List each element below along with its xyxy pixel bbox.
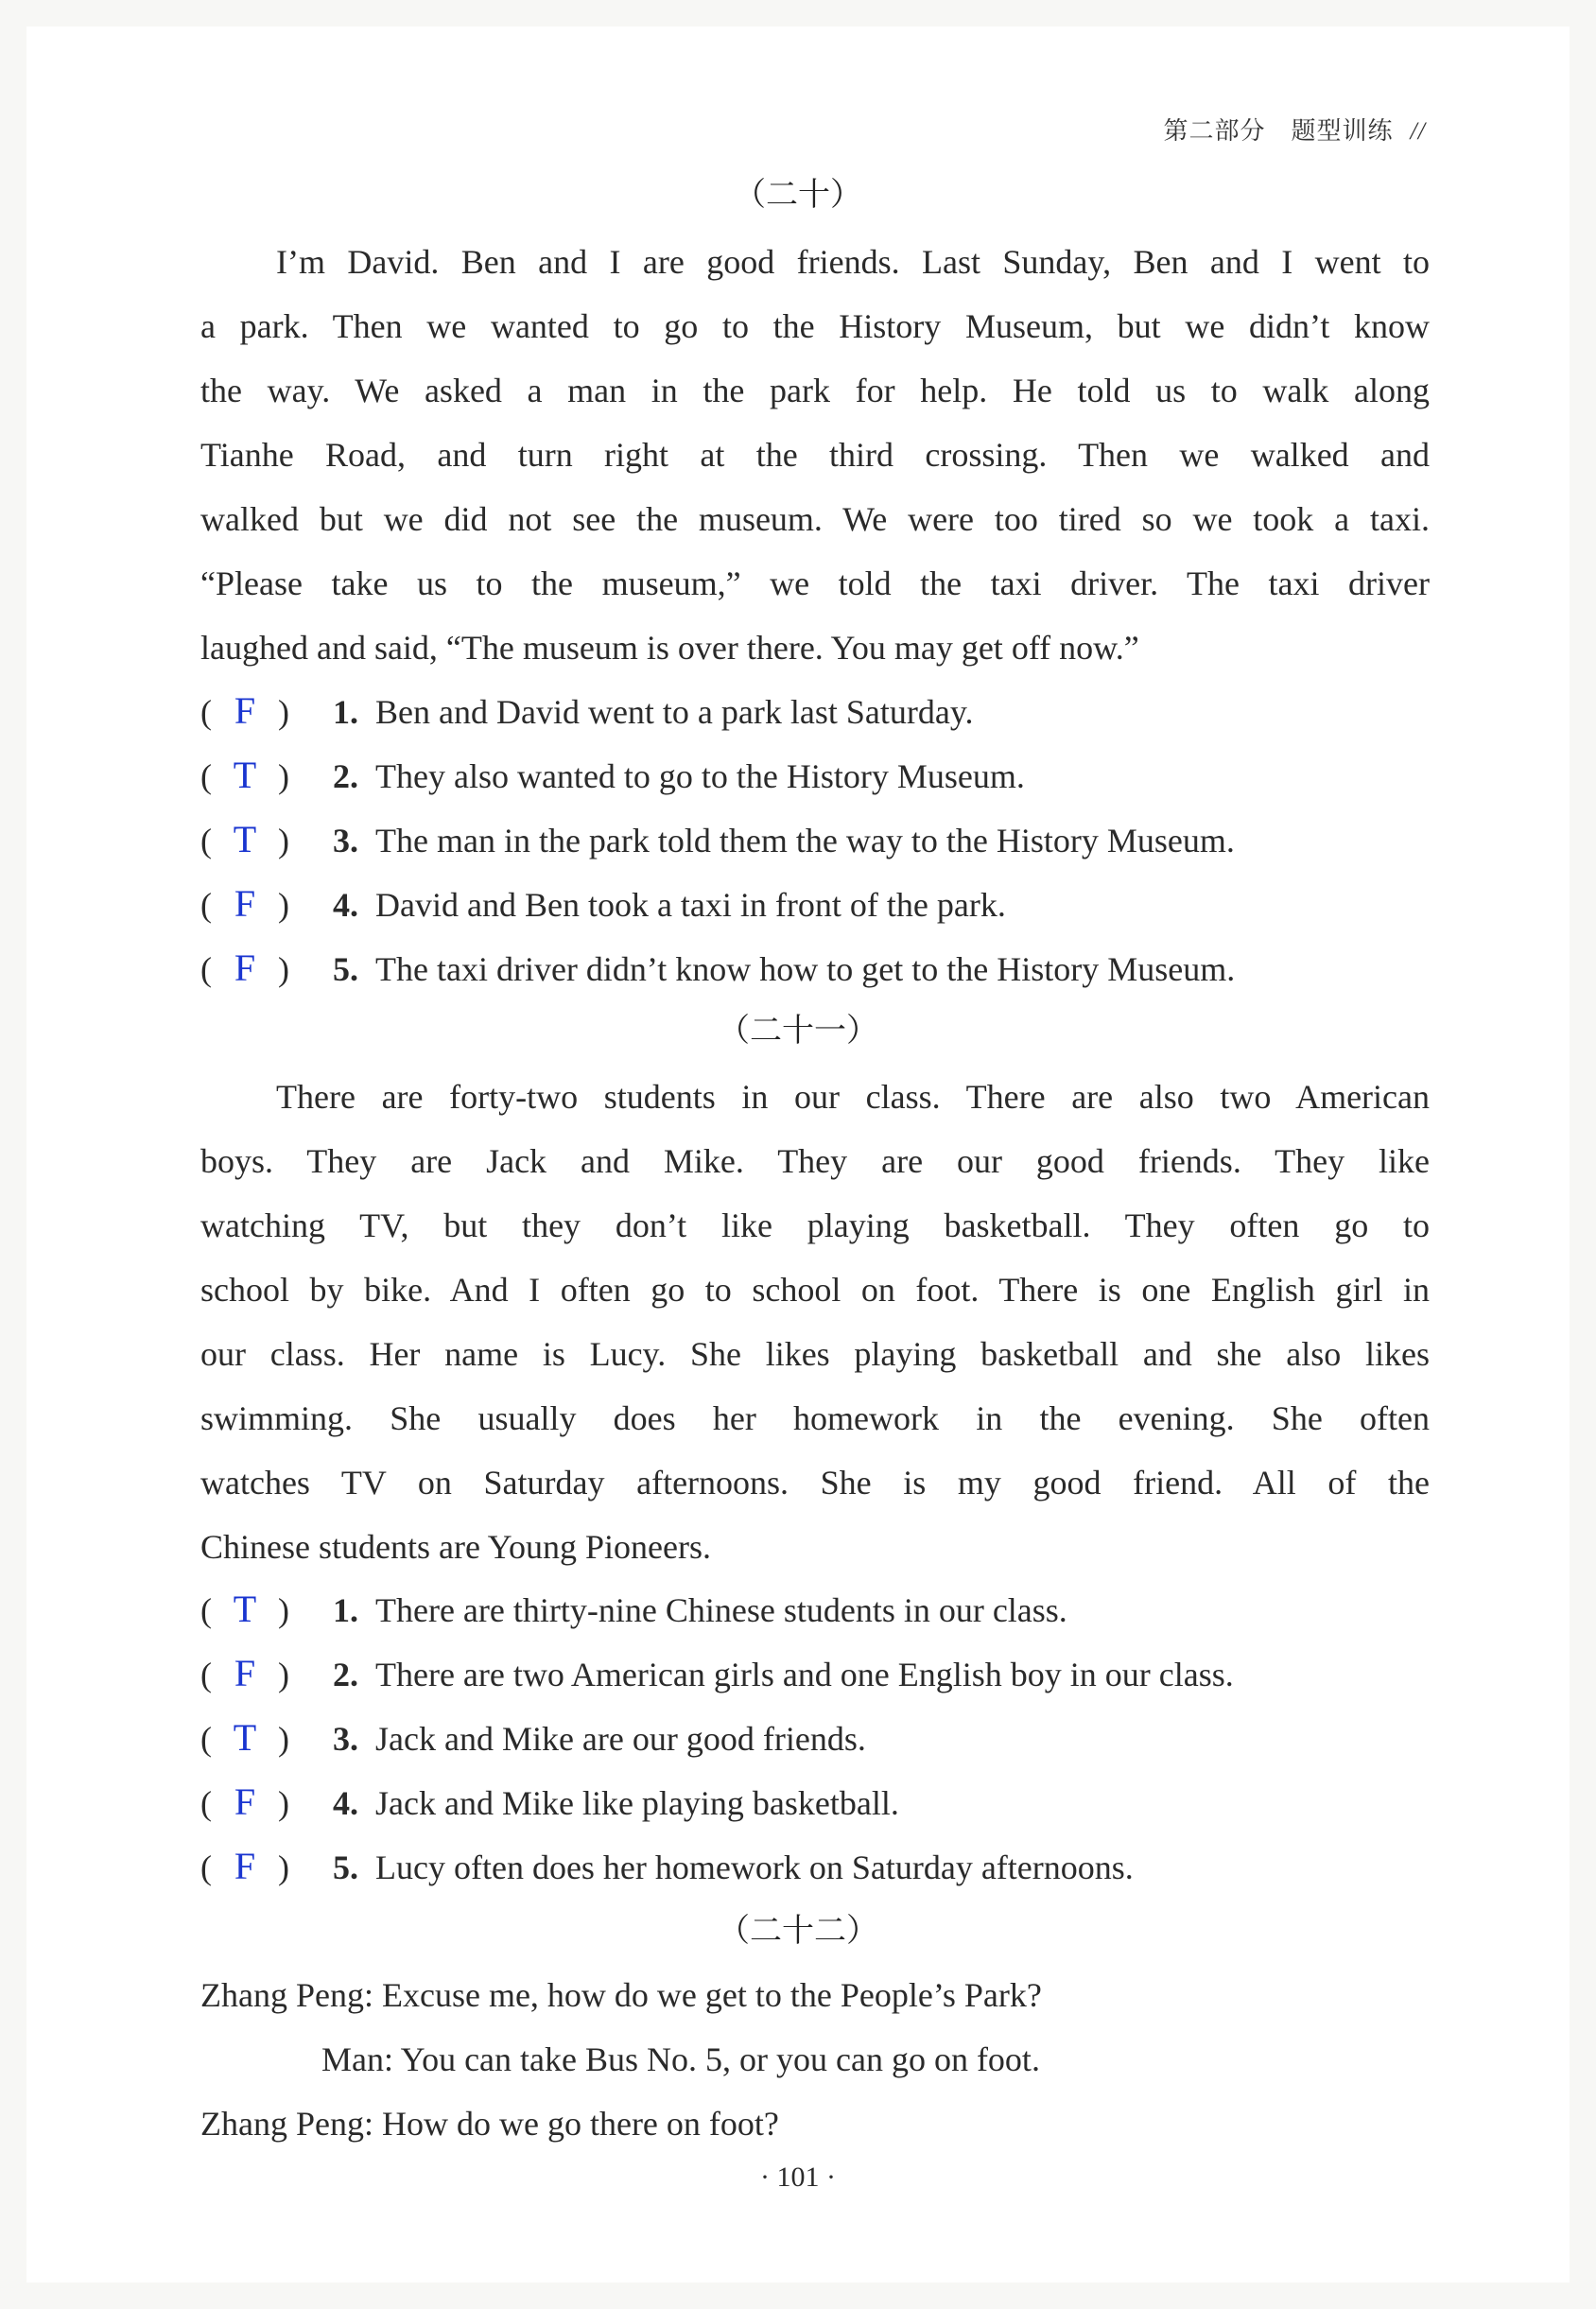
question-21-2 bbox=[200, 1641, 1234, 1706]
question-number: 5. bbox=[333, 950, 358, 988]
question-number: 3. bbox=[333, 1720, 358, 1758]
question-text: The man in the park told them the way to the History Museum. bbox=[375, 822, 1235, 859]
question-21-5 bbox=[200, 1834, 1134, 1899]
dialog-line bbox=[321, 2027, 1040, 2092]
answer-paren: ( F ) bbox=[200, 679, 333, 744]
passage-line: watches TV on Saturday afternoons. She is my good friend. All of the bbox=[200, 1464, 1430, 1502]
running-head bbox=[1164, 112, 1426, 147]
passage-line: Chinese students are Young Pioneers. bbox=[200, 1528, 711, 1566]
section-title-21: （二十一） bbox=[718, 1012, 878, 1050]
question-text: There are two American girls and one English boy in our class. bbox=[375, 1656, 1234, 1693]
question-text: The taxi driver didn’t know how to get to the History Museum. bbox=[375, 950, 1236, 988]
answer-paren: ( T ) bbox=[200, 1706, 333, 1771]
dialog-line bbox=[200, 1963, 1042, 2027]
answer-paren: ( T ) bbox=[200, 743, 333, 808]
dialog-speaker: Man: bbox=[321, 2040, 393, 2078]
passage-line: our class. Her name is Lucy. She likes playing basketball and she also likes bbox=[200, 1335, 1430, 1373]
question-21-3 bbox=[200, 1706, 866, 1770]
question-20-1 bbox=[200, 679, 974, 743]
passage-line: school by bike. And I often go to school on foot. There is one English girl in bbox=[200, 1271, 1430, 1309]
question-number: 5. bbox=[333, 1849, 358, 1886]
question-text: David and Ben took a taxi in front of the park. bbox=[375, 886, 1006, 924]
answer-paren: ( F ) bbox=[200, 1770, 333, 1835]
passage-line: Tianhe Road, and turn right at the third crossing. Then we walked and bbox=[200, 436, 1430, 474]
answer-paren: ( F ) bbox=[200, 1641, 333, 1707]
answer-mark: T bbox=[233, 818, 257, 860]
passage-line: boys. They are Jack and Mike. They are our good friends. They like bbox=[200, 1142, 1430, 1180]
answer-paren: ( T ) bbox=[200, 1577, 333, 1642]
answer-mark: F bbox=[234, 1845, 256, 1887]
answer-paren: ( T ) bbox=[200, 807, 333, 873]
dialog-line bbox=[200, 2092, 779, 2156]
answer-mark: T bbox=[233, 1716, 257, 1759]
dialog-text: How do we go there on foot? bbox=[381, 2105, 779, 2143]
passage-line: laughed and said, “The museum is over there. You may get off now.” bbox=[200, 629, 1139, 667]
dialog-text: You can take Bus No. 5, or you can go on foot. bbox=[400, 2040, 1040, 2078]
question-number: 1. bbox=[333, 693, 358, 731]
answer-mark: F bbox=[234, 689, 256, 732]
section-title-22: （二十二） bbox=[718, 1912, 878, 1950]
question-number: 2. bbox=[333, 1656, 358, 1693]
answer-mark: T bbox=[233, 1588, 257, 1630]
question-text: They also wanted to go to the History Museum. bbox=[375, 757, 1025, 795]
section-title-20: （二十） bbox=[734, 176, 862, 214]
answer-paren: ( F ) bbox=[200, 1834, 333, 1900]
passage-line: walked but we did not see the museum. We were too tired so we took a taxi. bbox=[200, 500, 1430, 538]
question-number: 4. bbox=[333, 1784, 358, 1822]
passage-21 bbox=[200, 1065, 1430, 1579]
question-number: 1. bbox=[333, 1591, 358, 1629]
question-text: Lucy often does her homework on Saturday afternoons. bbox=[375, 1849, 1134, 1886]
question-21-4 bbox=[200, 1770, 899, 1834]
answer-mark: T bbox=[233, 754, 257, 796]
answer-mark: F bbox=[234, 1652, 256, 1694]
question-20-4 bbox=[200, 872, 1006, 936]
answer-mark: F bbox=[234, 946, 256, 989]
passage-line: swimming. She usually does her homework in the evening. She often bbox=[200, 1399, 1430, 1437]
answer-mark: F bbox=[234, 882, 256, 925]
question-text: Jack and Mike are our good friends. bbox=[375, 1720, 866, 1758]
running-head-mark: // bbox=[1410, 117, 1426, 145]
question-20-5 bbox=[200, 936, 1235, 1000]
dialog-text: Excuse me, how do we get to the People’s Park? bbox=[381, 1976, 1042, 2014]
passage-line: watching TV, but they don’t like playing basketball. They often go to bbox=[200, 1207, 1430, 1244]
dialog-speaker: Zhang Peng: bbox=[200, 1976, 373, 2014]
answer-mark: F bbox=[234, 1780, 256, 1823]
running-head-text: 第二部分 题型训练 bbox=[1163, 117, 1394, 146]
question-number: 3. bbox=[333, 822, 358, 859]
passage-20 bbox=[200, 230, 1430, 680]
answer-paren: ( F ) bbox=[200, 872, 333, 937]
passage-line: a park. Then we wanted to go to the History Museum, but we didn’t know bbox=[200, 307, 1430, 345]
page-number: · 101 · bbox=[760, 2161, 836, 2193]
answer-paren: ( F ) bbox=[200, 936, 333, 1001]
passage-line: There are forty-two students in our class. There are also two American bbox=[276, 1078, 1430, 1116]
question-number: 4. bbox=[333, 886, 358, 924]
dialog-speaker: Zhang Peng: bbox=[200, 2105, 373, 2143]
question-21-1 bbox=[200, 1577, 1067, 1641]
question-20-3 bbox=[200, 807, 1235, 872]
passage-line: “Please take us to the museum,” we told the taxi driver. The taxi driver bbox=[200, 564, 1430, 602]
passage-line: I’m David. Ben and I are good friends. Last Sunday, Ben and I went to bbox=[276, 243, 1430, 281]
question-20-2 bbox=[200, 743, 1025, 807]
question-number: 2. bbox=[333, 757, 358, 795]
question-text: Jack and Mike like playing basketball. bbox=[375, 1784, 899, 1822]
question-text: There are thirty-nine Chinese students in our class. bbox=[375, 1591, 1067, 1629]
passage-line: the way. We asked a man in the park for help. He told us to walk along bbox=[200, 372, 1430, 409]
question-text: Ben and David went to a park last Saturday. bbox=[375, 693, 974, 731]
